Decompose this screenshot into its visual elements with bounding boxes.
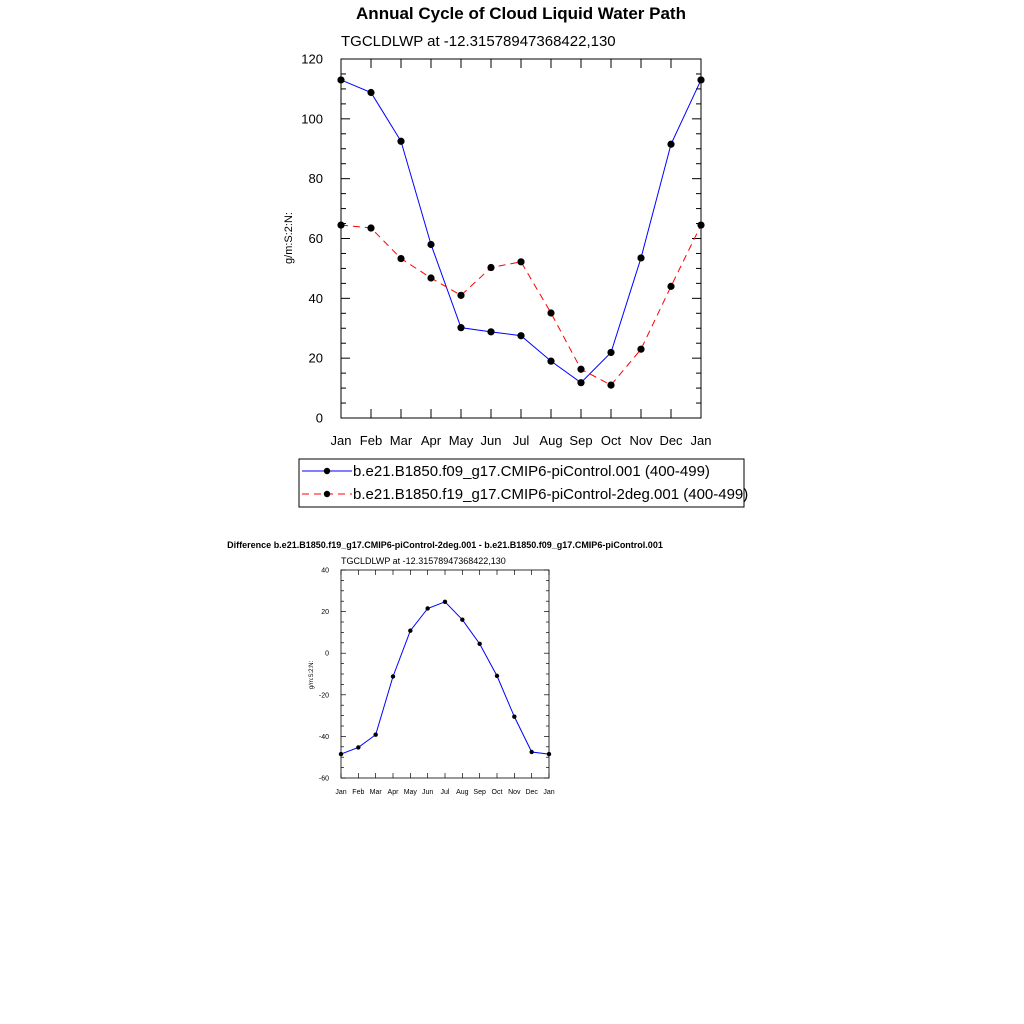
x-tick-label: Jan: [330, 433, 352, 448]
series-1-point: [607, 349, 614, 356]
x-tick-label: May: [448, 433, 474, 448]
y-tick-label: 20: [321, 609, 329, 617]
y-tick-label: -60: [318, 775, 329, 783]
x-tick-label: Oct: [600, 433, 622, 448]
series-2-point: [487, 264, 494, 271]
x-tick-label: Feb: [352, 789, 365, 796]
series-1-point: [443, 600, 447, 604]
series-1-point: [425, 606, 429, 610]
chart2-subtitle: TGCLDLWP at -12.31578947368422,130: [341, 556, 506, 566]
chart1-x-tick-labels: [331, 433, 712, 448]
x-tick-label: Jun: [422, 789, 434, 796]
y-tick-label: 40: [308, 290, 323, 306]
chart1-series: [337, 76, 704, 388]
x-tick-label: Sep: [569, 433, 593, 448]
series-1-point: [391, 674, 395, 678]
x-tick-label: Apr: [387, 789, 399, 796]
x-tick-label: Jun: [480, 433, 502, 448]
series-1-point: [577, 379, 584, 386]
chart1-ylabel: g/m:S:2:N:: [283, 212, 295, 264]
series-1-point: [529, 750, 533, 754]
series-1-point: [487, 328, 494, 335]
series-1-point: [373, 733, 377, 737]
series-1-point: [397, 138, 404, 145]
series-line-2: [341, 225, 701, 385]
y-tick-label: 120: [301, 51, 323, 67]
x-tick-label: Nov: [508, 789, 521, 796]
series-1-point: [667, 141, 674, 148]
difference-chart: [227, 540, 663, 796]
chart2-title: Difference b.e21.B1850.f19_g17.CMIP6-piControl-2deg.001 - b.e21.B1850.f09_g17.CMIP6-piControl.001: [227, 540, 663, 550]
series-line-1: [341, 602, 549, 754]
series-1-point: [512, 714, 516, 718]
y-tick-label: 80: [308, 171, 323, 187]
series-2-point: [547, 309, 554, 316]
x-tick-label: Apr: [420, 433, 442, 448]
series-1-point: [367, 89, 374, 96]
x-tick-label: Jan: [335, 789, 347, 796]
series-2-point: [457, 292, 464, 299]
series-1-point: [637, 254, 644, 261]
chart1-y-tick-labels: [301, 52, 323, 426]
y-tick-label: 20: [308, 350, 323, 366]
x-tick-label: May: [403, 789, 417, 796]
chart1-title: Annual Cycle of Cloud Liquid Water Path: [356, 4, 686, 23]
series-2-point: [667, 283, 674, 290]
x-tick-label: Nov: [629, 433, 653, 448]
legend-marker-series2: [324, 491, 330, 497]
x-tick-label: Jul: [512, 433, 530, 448]
series-1-point: [356, 745, 360, 749]
series-1-point: [517, 332, 524, 339]
series-1-point: [477, 642, 481, 646]
x-tick-label: Sep: [473, 789, 486, 796]
x-tick-label: Jan: [543, 789, 555, 796]
series-2-point: [577, 366, 584, 373]
chart1-legend: [299, 459, 748, 507]
x-tick-label: Dec: [659, 433, 683, 448]
annual-cycle-chart: [283, 4, 748, 507]
chart1-subtitle: TGCLDLWP at -12.31578947368422,130: [341, 33, 616, 50]
x-tick-label: Mar: [369, 789, 382, 796]
y-tick-label: 0: [315, 410, 323, 426]
y-tick-label: -20: [318, 692, 329, 700]
x-tick-label: Jul: [440, 789, 450, 796]
series-2-point: [607, 381, 614, 388]
chart1-ticks: [341, 59, 701, 418]
legend-label-series2: b.e21.B1850.f19_g17.CMIP6-piControl-2deg.001 (400-499): [353, 486, 749, 503]
series-1-point: [408, 629, 412, 633]
y-tick-label: -40: [318, 733, 329, 741]
series-1-point: [495, 674, 499, 678]
x-tick-label: Aug: [539, 433, 563, 448]
x-tick-label: Dec: [525, 789, 538, 796]
x-tick-label: Feb: [359, 433, 383, 448]
series-2-point: [397, 255, 404, 262]
series-2-point: [367, 224, 374, 231]
chart2-y-tick-labels: [319, 567, 329, 782]
x-tick-label: Jan: [690, 433, 712, 448]
series-2-point: [517, 258, 524, 265]
y-tick-label: 40: [321, 567, 329, 575]
y-tick-label: 100: [301, 111, 323, 127]
chart1-plot-frame: [341, 59, 701, 418]
series-1-point: [460, 618, 464, 622]
x-tick-label: Aug: [456, 789, 469, 796]
series-1-point: [547, 358, 554, 365]
series-1-point: [427, 241, 434, 248]
series-1-point: [457, 324, 464, 331]
chart2-x-tick-labels: [335, 789, 554, 796]
legend-marker-series1: [324, 468, 330, 474]
series-2-point: [427, 274, 434, 281]
x-tick-label: Mar: [389, 433, 413, 448]
series-2-point: [637, 346, 644, 353]
chart2-ylabel: g/m:S:2:N:: [309, 660, 315, 690]
x-tick-label: Oct: [491, 789, 503, 796]
y-tick-label: 0: [325, 650, 329, 658]
legend-label-series1: b.e21.B1850.f09_g17.CMIP6-piControl.001 (400-499): [353, 463, 710, 480]
chart2-series: [339, 600, 551, 757]
y-tick-label: 60: [308, 231, 323, 247]
